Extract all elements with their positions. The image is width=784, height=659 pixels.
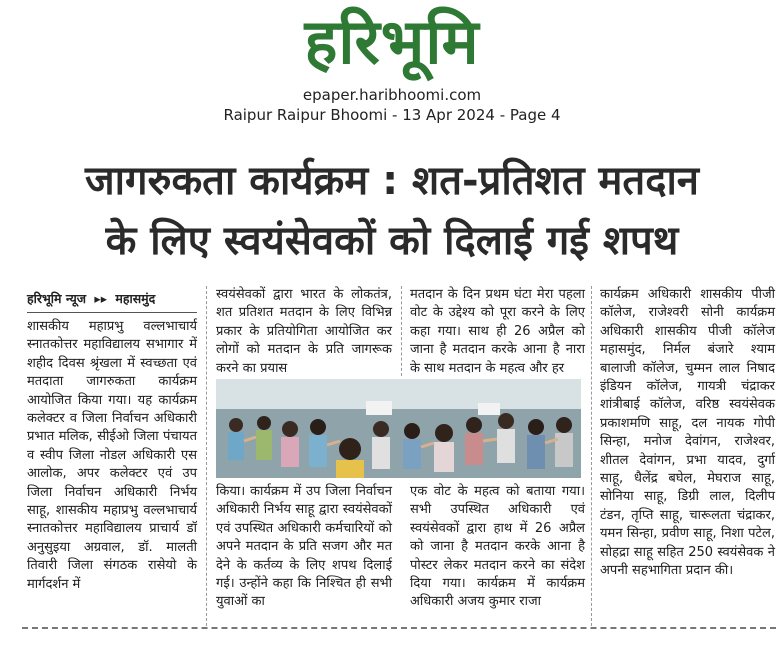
column-1-text: शासकीय महाप्रभु वल्लभाचार्य स्नातकोत्तर महाविद्यालय सभागार में शहीद दिवस श्रृंखला में स्वच्छता एवं मतदाता जागरुकता कार्यक्रम आयोजित किया गया। यह कार्यक्रम कलेक्टर व जिला निर्वाचन अधिकारी प्रभात मलिक, सीईओ जिला पंचायत व स्वीप जिला नोडल अधिकारी एस आलोक, अपर कलेक्टर एवं उप जिला निर्वाचन अधिकारी निर्भय साहू, शासकीय महाप्रभु वल्लभाचार्य स्नातकोत्तर महाविद्यालय प्राचार्य डॉ अनुसुइया अग्रवाल, डॉ. मालती तिवारी जिला संगठक रासेयो के मार्गदर्शन में xyxy=(27,319,197,592)
byline xyxy=(27,286,197,313)
headline-line-2: के लिए स्वयंसेवकों को दिलाई गई शपथ xyxy=(105,218,679,264)
column-2-top-text: स्वयंसेवकों द्वारा भारत के लोकतंत्र, शत प्रतिशत मतदान के लिए विभिन्न प्रकार के प्रतियोगिता आयोजित कर लोगों को मतदान के प्रति जागरूक करने का प्रयास xyxy=(216,287,392,376)
news-photo xyxy=(216,379,581,478)
column-3-top-text: मतदान के दिन प्रथम घंटा मेरा पहला वोट के उद्देश्य को पूरा करने के लिए कहा गया। साथ ही 26 अप्रैल को जाना है मतदान करके आना है नारा के साथ मतदान के महत्व और हर xyxy=(410,287,585,376)
headline-line-1: जागरुकता कार्यक्रम : शत-प्रतिशत मतदान xyxy=(84,158,700,204)
column-divider xyxy=(591,286,593,626)
article-column-4 xyxy=(600,286,775,581)
byline-place: महासमुंद xyxy=(115,291,156,306)
column-divider xyxy=(401,286,403,376)
article-column-1 xyxy=(27,318,197,594)
column-4-text: कार्यक्रम अधिकारी शासकीय पीजी कॉलेज, राजेश्वरी सोनी कार्यक्रम अधिकारी शासकीय पीजी कॉलेज महासमुंद, निर्मल बंजारे श्याम बालाजी कॉलेज, चुम्मन लाल निषाद इंडियन कॉलेज, गायत्री चंद्राकर शांत्रीबाई कॉलेज, वरिष्ठ स्वयंसेवक प्रकाशमणि साहू, दल नायक गोपी सिन्हा, मनोज देवांगन, राजेश्वर, शीतल देवांगन, प्रभा यादव, दुर्गा साहू, धैलेंद्र बघेल, मेघराज साहू, सोनिया साहू, डिग्री लाल, दिलीप टंडन, तृप्ति साहू, चारूलता चंद्राकर, यमन सिन्हा, प्रवीण साहू, निशा पटेल, सोहद्रा साहू सहित 250 स्वयंसेवक ने अपनी सहभागिता प्रदान की। xyxy=(600,287,775,579)
newspaper-logo: हरिभूमि xyxy=(304,5,480,78)
byline-arrow: ▸▸ xyxy=(94,291,107,306)
edition-line: Raipur Raipur Bhoomi - 13 Apr 2024 - Page 4 xyxy=(223,106,561,124)
site-url: epaper.haribhoomi.com xyxy=(302,86,482,104)
page-bottom-rule xyxy=(22,627,776,629)
column-3-bottom-text: एक वोट के महत्व को बताया गया। सभी उपस्थित अधिकारी एवं स्वयंसेवकों द्वारा हाथ में 26 अप्रैल को जाना है मतदान करके आना है पोस्टर लेकर मतदान करने का संदेश दिया गया। कार्यक्रम में कार्यक्रम अधिकारी अजय कुमार राजा xyxy=(410,484,585,610)
column-2-bottom-text: किया। कार्यक्रम में उप जिला निर्वाचन अधिकारी निर्भय साहू द्वारा स्वयंसेवकों एवं उपस्थित अधिकारी कर्मचारियों को अपने मतदान के प्रति सजग और मत देने के कर्तव्य के लिए शपथ दिलाई गई। उन्होंने कहा कि निश्चित ही सभी युवाओं का xyxy=(216,484,392,610)
column-divider xyxy=(206,286,208,626)
byline-agency: हरिभूमि न्यूज xyxy=(27,291,87,306)
photo-students-illustration xyxy=(216,379,581,478)
